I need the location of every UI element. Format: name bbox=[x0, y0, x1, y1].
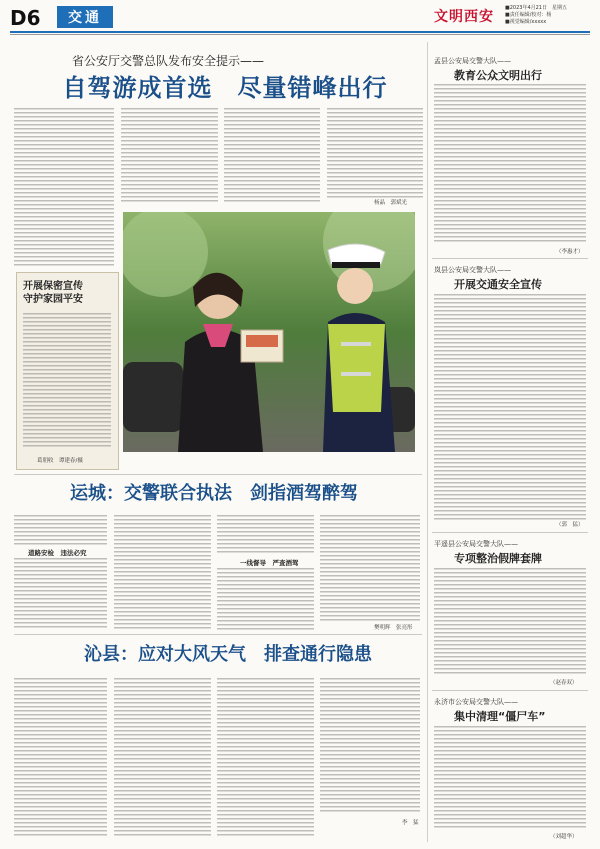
story3-column-1 bbox=[14, 678, 107, 838]
lead-photo bbox=[123, 212, 415, 452]
right-2-headline: 开展交通安全宣传 bbox=[454, 278, 542, 291]
callout-title-line-2: 守护家园平安 bbox=[23, 294, 83, 305]
editor-line: ■责任编辑/校对：杨 bbox=[505, 12, 552, 18]
right-3-byline: （赵春双） bbox=[550, 680, 578, 686]
divider bbox=[14, 474, 422, 475]
section-tag: 交通 bbox=[57, 6, 113, 28]
right-4-headline: 集中清理“僵尸车” bbox=[454, 710, 546, 723]
right-4-byline: （刘超华） bbox=[550, 834, 578, 840]
lead-text-column-4 bbox=[327, 108, 423, 200]
story3-headline: 沁县：应对大风天气 排查通行隐患 bbox=[84, 644, 372, 665]
story3-column-3 bbox=[217, 678, 314, 838]
callout-title-line-1: 开展保密宣传 bbox=[23, 281, 83, 292]
story2-subhead-b: 一线督导 严查酒驾 bbox=[240, 559, 299, 567]
brand-logo: 文明西安 bbox=[434, 9, 494, 25]
callout-text bbox=[23, 313, 111, 449]
story3-column-4 bbox=[320, 678, 420, 814]
column-separator bbox=[427, 42, 428, 842]
lead-text-column-3 bbox=[224, 108, 320, 204]
story2-column-1a bbox=[14, 515, 107, 545]
lead-text-column-2 bbox=[121, 108, 218, 204]
right-1-headline: 教育公众文明出行 bbox=[454, 69, 542, 82]
right-4-kicker: 永济市公安局交警大队—— bbox=[434, 698, 518, 706]
masthead-rule-thin bbox=[10, 34, 590, 35]
lead-kicker: 省公安厅交警总队发布安全提示—— bbox=[72, 54, 265, 68]
lead-headline: 自驾游成首选 尽量错峰出行 bbox=[62, 74, 388, 102]
right-2-kicker: 岚县公安局交警大队—— bbox=[434, 266, 511, 274]
story2-column-4 bbox=[320, 515, 420, 623]
right-2-byline: （郭 猛） bbox=[556, 522, 584, 528]
divider bbox=[432, 532, 588, 533]
lead-text-column-1 bbox=[14, 108, 114, 266]
date-block bbox=[505, 5, 567, 26]
callout-byline: 葛朋收 谭建春/摄 bbox=[37, 458, 83, 464]
story2-column-2 bbox=[114, 515, 211, 630]
story2-byline: 樊明辉 张亮彤 bbox=[374, 625, 413, 631]
masthead-rule bbox=[10, 31, 590, 33]
right-3-text bbox=[434, 568, 586, 676]
callout-title bbox=[23, 280, 83, 306]
divider bbox=[14, 634, 422, 635]
right-1-kicker: 孟县公安局交警大队—— bbox=[434, 57, 511, 65]
page-number: D6 bbox=[10, 6, 41, 30]
designer-line: ■视觉编辑/xxxxx bbox=[505, 19, 547, 25]
story3-byline: 李 猛 bbox=[402, 820, 419, 826]
story2-subhead-a: 道路安检 违法必究 bbox=[28, 549, 87, 557]
right-4-text bbox=[434, 726, 586, 830]
right-1-text bbox=[434, 84, 586, 244]
lead-byline: 杨晶 郭斌光 bbox=[374, 200, 408, 206]
traffic-police-photo bbox=[123, 212, 415, 452]
right-2-text bbox=[434, 294, 586, 520]
story2-column-3a bbox=[217, 515, 314, 555]
story2-column-1b bbox=[14, 558, 107, 628]
divider bbox=[432, 690, 588, 691]
story3-column-2 bbox=[114, 678, 211, 838]
right-3-headline: 专项整治假牌套牌 bbox=[454, 552, 542, 565]
callout-box bbox=[16, 272, 119, 470]
right-1-byline: （李惠才） bbox=[556, 249, 584, 255]
divider bbox=[432, 258, 588, 259]
story2-headline: 运城：交警联合执法 剑指酒驾醉驾 bbox=[70, 483, 358, 504]
right-3-kicker: 平遥县公安局交警大队—— bbox=[434, 540, 518, 548]
story2-column-3b bbox=[217, 568, 314, 630]
date-line: ■2023年4月21日 星期五 bbox=[505, 5, 567, 11]
